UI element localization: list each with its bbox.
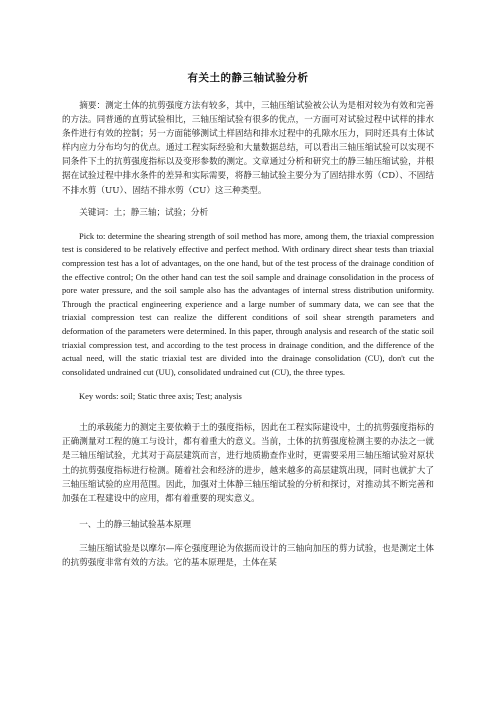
abstract-cn: 摘要：测定土体的抗剪强度方法有较多，其中，三轴压缩试验被公认为是相对较为有效和完善的方法。同普通的直剪试验相比，三轴压缩试验有很多的优点，一方面可对试验过程中试样的排水条件进行有效的控制；另一方面能够测试土样固结和排水过程中的孔隙水压力，同时还具有土体试样内应力分布均匀的优点。通过工程实际经验和大量数据总结，可以看出三轴压缩试验可以实现不同条件下土的抗剪强度指标以及变形参数的测定。文章通过分析和研究土的静三轴压缩试验，并根据在试验过程中排水条件的差异和实际需要，将静三轴试验主要分为了固结排水剪（CD）、不固结不排水剪（UU）、固结不排水剪（CU）这三种类型。 (62, 101, 434, 196)
keywords-en: Key words: soil; Static three axis; Test; analysis (79, 391, 242, 402)
section-paragraph: 三轴压缩试验是以摩尔—库仑强度理论为依据而设计的三轴向加压的剪力试验，也是测定土体的抗剪强度非常有效的方法。它的基本原理是，土体在某 (62, 543, 434, 569)
paper-title: 有关土的静三轴试验分析 (187, 72, 309, 84)
intro-paragraph: 土的承载能力的测定主要依赖于土的强度指标，因此在工程实际建设中，土的抗剪强度指标的正确测量对工程的施工与设计，都有着重大的意义。当前，土体的抗剪强度检测主要的办法之一就是三轴压缩试验，尤其对于高层建筑而言，进行地质勘查作业时，更需要采用三轴压缩试验对原状土的抗剪强度指标进行检测。随着社会和经济的进步，越来越多的高层建筑出现，同时也就扩大了三轴压缩试验的应用范围。因此，加强对土体静三轴压缩试验的分析和探讨，对推动其不断完善和加强在工程建设中的应用，都有着重要的现实意义。 (62, 423, 434, 504)
keywords-cn: 关键词：土；静三轴；试验；分析 (79, 207, 209, 218)
section-heading: 一、土的静三轴试验基本原理 (79, 519, 191, 530)
abstract-en: Pick to: determine the shearing strength of soil method has more, among them, the triaxial compression test is considered to be relatively effective and perfect method. With ordinary direct shear tests than triaxial compression test has a lot of advantages, on the one hand, but of the test process of the drainage condition of the effective control; On the other hand can test the soil sample and drainage consolidation in the process of pore water pressure, and the soil sample also has the advantages of internal stress distribution uniformity. Through the practical engineering experience and a large number of summary data, we can see that the triaxial compression test can realize the different conditions of soil shear strength parameters and deformation of the parameters were determined. In this paper, through analysis and research of the static soil triaxial compression test, and according to the test process in drainage condition, and the difference of the actual need, will the static triaxial test are divided into the drainage consolidation (CU), don't cut the consolidated undrained cut (UU), consolidated undrained cut (CU), the three types. (62, 230, 434, 377)
